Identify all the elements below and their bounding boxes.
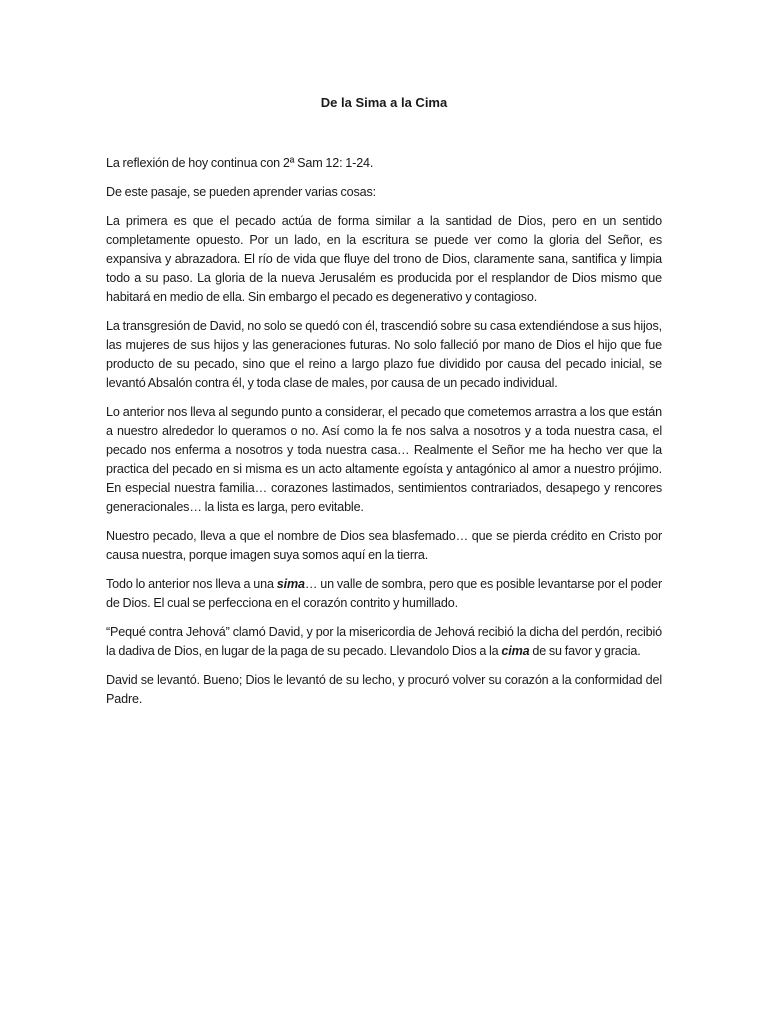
paragraph-3: Lo anterior nos lleva al segundo punto a considerar, el pecado que cometemos arrastra a los que están a nuestro alrededor lo queramos o no. Así como la fe nos salva a nosotros y a toda nuestra casa, el pecado nos enferma a nosotros y toda nuestra casa… Realmente el Señor me ha hecho ver que la practica del pecado en si misma es un acto altamente egoísta y antagónico al amor a nuestro prójimo. En especial nuestra familia… corazones lastimados, sentimientos contrariados, desapego y rencores generacionales… la lista es larga, pero evitable.: [106, 405, 662, 514]
document-body: [106, 154, 662, 719]
paragraph-5-text-start: Todo lo anterior nos lleva a una: [106, 577, 277, 591]
paragraph-6: [106, 623, 662, 661]
paragraph-6-text-start: “Pequé contra Jehová” clamó David, y por la misericordia de Jehová recibió la dicha del perdón, recibió la dadiva de Dios, en lugar de la paga de su pecado. Llevandolo Dios a la: [106, 625, 662, 658]
paragraph-6-text-end: de su favor y gracia.: [529, 644, 641, 658]
paragraph-1: La primera es que el pecado actúa de forma similar a la santidad de Dios, pero en un sentido completamente opuesto. Por un lado, en la escritura se puede ver como la gloria del Señor, es expansiva y abrazadora. El río de vida que fluye del trono de Dios, claramente sana, santifica y limpia todo a su paso. La gloria de la nueva Jerusalém es producida por el resplandor de Dios mismo que habitará en medio de ella. Sin embargo el pecado es degenerativo y contagioso.: [106, 214, 662, 304]
intro-paragraph: La reflexión de hoy continua con 2ª Sam 12: 1-24.: [106, 156, 374, 170]
paragraph-7: David se levantó. Bueno; Dios le levantó de su lecho, y procuró volver su corazón a la conformidad del Padre.: [106, 673, 662, 706]
paragraph-5-text-end: … un valle de sombra, pero que es posible levantarse por el poder de Dios. El cual se perfecciona en el corazón contrito y humillado.: [106, 577, 662, 610]
paragraph-4-text: Nuestro pecado, lleva a que el nombre de Dios sea blasfemado… que se pierda crédito en Cristo por causa nuestra, porque imagen suya somos aquí en la tierra.: [106, 529, 662, 562]
emphasis-cima: cima: [501, 644, 530, 658]
document-title: De la Sima a la Cima: [320, 95, 448, 110]
paragraph-2: La transgresión de David, no solo se quedó con él, trascendió sobre su casa extendiéndose a sus hijos, las mujeres de sus hijos y las generaciones futuras. No solo falleció por mano de Dios el hijo que fue producto de su pecado, sino que el reino a largo plazo fue dividido por causa del pecado inicial, se levantó Absalón contra él, y toda clase de males, por causa de un pecado individual.: [106, 319, 662, 390]
emphasis-sima: sima: [276, 577, 305, 591]
paragraph-5: [106, 575, 662, 613]
lead-paragraph: De este pasaje, se pueden aprender varias cosas:: [106, 185, 377, 199]
paragraph-4: [106, 527, 662, 565]
